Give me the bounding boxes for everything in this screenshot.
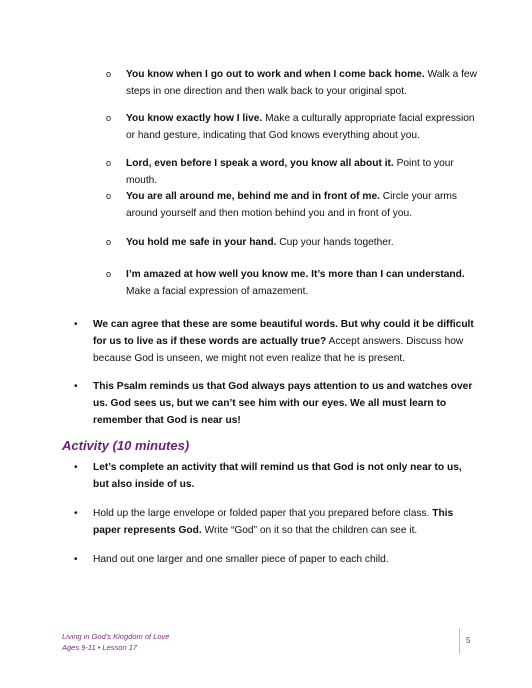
- circle-bullet-icon: o: [106, 113, 112, 123]
- sub-item-bold: I’m amazed at how well you know me. It’s more than I can understand.: [126, 269, 465, 280]
- sub-item-text: Cup your hands together.: [276, 237, 394, 248]
- footer-divider: [459, 628, 460, 654]
- sub-list-item: [108, 110, 480, 144]
- bullet-icon: •: [74, 508, 78, 519]
- sub-item-bold: You know exactly how I live.: [126, 113, 263, 124]
- bullet-icon: •: [74, 319, 78, 330]
- bullet-bold: Let’s complete an activity that will remind us that God is not only near to us, but also inside of us.: [93, 462, 462, 490]
- sub-item-text: Walk a few steps in one direction and then walk back to your original spot.: [126, 69, 477, 97]
- bullet-list-item: [62, 505, 480, 539]
- bullet-text: Accept answers. Discuss how because God is unseen, we might not even realize that he is present.: [93, 336, 464, 364]
- circle-bullet-icon: o: [106, 269, 112, 279]
- bullet-text: Hand out one larger and one smaller piece of paper to each child.: [93, 554, 389, 565]
- bullet-bold: This Psalm reminds us that God always pays attention to us and watches over us. God sees us, but we can’t see him with our eyes. We all must learn to remember that God is near us!: [93, 381, 473, 426]
- sub-list-item: [108, 155, 480, 189]
- bullet-bold: We can agree that these are some beautiful words. But why could it be difficult for us to live as if these words are actually true?: [93, 319, 474, 347]
- bullet-bold: This paper represents God.: [93, 508, 454, 536]
- bullet-text: Write “God” on it so that the children can see it.: [201, 525, 418, 536]
- sub-item-text: Make a culturally appropriate facial expression or hand gesture, indicating that God knows everything about you.: [126, 113, 475, 141]
- bullet-icon: •: [74, 462, 78, 473]
- sub-item-text: Point to your mouth.: [126, 158, 454, 186]
- bullet-list-item: [62, 378, 480, 429]
- sub-item-bold: Lord, even before I speak a word, you know all about it.: [126, 158, 394, 169]
- circle-bullet-icon: o: [106, 69, 112, 79]
- sub-item-bold: You hold me safe in your hand.: [126, 237, 277, 248]
- circle-bullet-icon: o: [106, 237, 112, 247]
- circle-bullet-icon: o: [106, 158, 112, 168]
- bullet-icon: •: [74, 554, 78, 565]
- sub-item-bold: You know when I go out to work and when I come back home.: [126, 69, 425, 80]
- sub-item-bold: You are all around me, behind me and in front of me.: [126, 191, 380, 202]
- bullet-list-item: [62, 459, 480, 493]
- bullet-text-pre: Hold up the large envelope or folded paper that you prepared before class.: [93, 508, 433, 519]
- sub-item-text: Make a facial expression of amazement.: [126, 286, 309, 297]
- bullet-icon: •: [74, 381, 78, 392]
- footer-lesson: Ages 9-11 • Lesson 17: [62, 643, 138, 652]
- bullet-list-item: [62, 551, 480, 568]
- bullet-list-item: [62, 316, 480, 367]
- section-heading: Activity (10 minutes): [62, 438, 190, 453]
- circle-bullet-icon: o: [106, 191, 112, 201]
- sub-list-item: [108, 234, 480, 251]
- sub-list-item: [108, 188, 480, 222]
- page-number: 5: [466, 636, 471, 645]
- sub-item-text: Circle your arms around yourself and then motion behind you and in front of you.: [126, 191, 457, 219]
- footer-title: Living in God’s Kingdom of Love: [62, 632, 170, 641]
- sub-list-item: [108, 266, 480, 300]
- sub-list-item: [108, 66, 480, 100]
